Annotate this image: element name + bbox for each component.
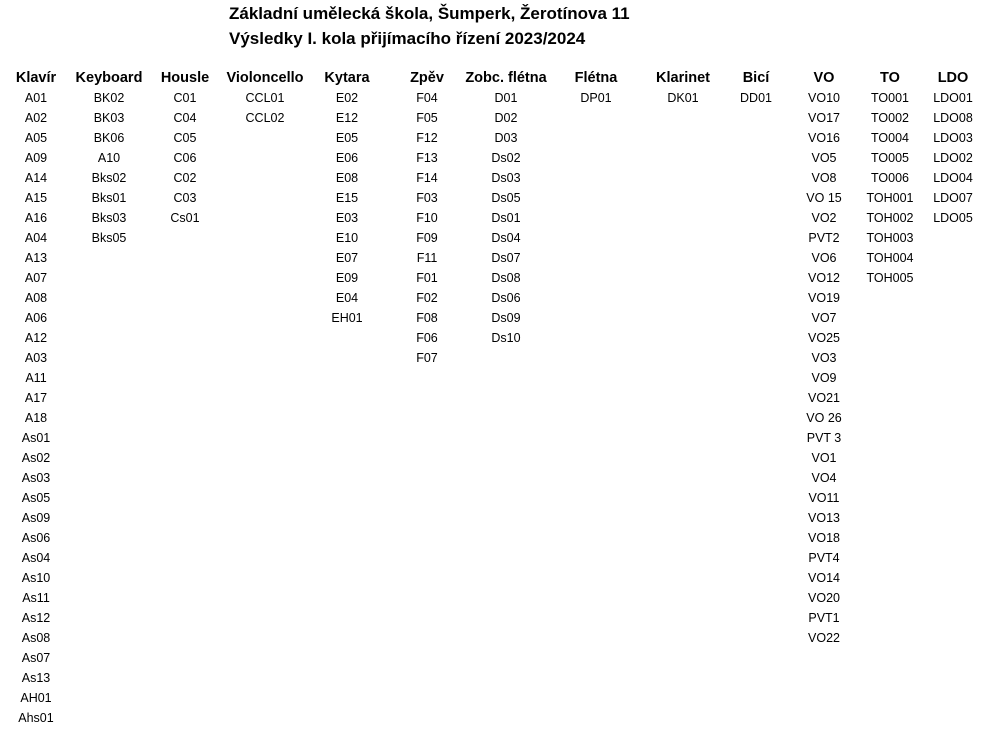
applicant-code: VO6 <box>811 251 837 265</box>
applicant-code: VO12 <box>808 271 840 285</box>
column-header: Flétna <box>574 70 618 86</box>
applicant-code: VO8 <box>811 171 837 185</box>
applicant-code: As04 <box>21 551 51 565</box>
code-list <box>161 88 209 228</box>
applicant-code: VO14 <box>808 571 840 585</box>
applicant-code: F06 <box>416 331 438 345</box>
applicant-code: VO21 <box>808 391 840 405</box>
applicant-code: PVT4 <box>808 551 840 565</box>
column-housle <box>161 68 209 228</box>
applicant-code: VO1 <box>811 451 837 465</box>
code-list <box>410 88 444 368</box>
applicant-code: Ds10 <box>491 331 521 345</box>
applicant-code: LDO05 <box>933 211 973 225</box>
column-violoncello <box>226 68 303 128</box>
results-table <box>0 68 999 739</box>
applicant-code: Cs01 <box>170 211 200 225</box>
applicant-code: F01 <box>416 271 438 285</box>
applicant-code: A04 <box>24 231 48 245</box>
applicant-code: D01 <box>494 91 518 105</box>
applicant-code: F05 <box>416 111 438 125</box>
applicant-code: A11 <box>25 371 47 385</box>
applicant-code: C04 <box>173 111 197 125</box>
applicant-code: A14 <box>24 171 48 185</box>
applicant-code: PVT 3 <box>806 431 842 445</box>
applicant-code: C03 <box>173 191 197 205</box>
applicant-code: PVT1 <box>808 611 840 625</box>
applicant-code: F07 <box>416 351 438 365</box>
applicant-code: LDO01 <box>933 91 973 105</box>
code-list <box>16 88 56 728</box>
applicant-code: F08 <box>416 311 438 325</box>
applicant-code: As03 <box>21 471 51 485</box>
column-kytara <box>324 68 369 328</box>
applicant-code: A06 <box>24 311 48 325</box>
applicant-code: A10 <box>97 151 121 165</box>
applicant-code: VO2 <box>811 211 837 225</box>
applicant-code: TOH002 <box>866 211 914 225</box>
applicant-code: LDO07 <box>933 191 973 205</box>
applicant-code: LDO08 <box>933 111 973 125</box>
code-list <box>806 88 841 648</box>
applicant-code: Ds07 <box>491 251 521 265</box>
applicant-code: As10 <box>21 571 51 585</box>
column-zpev <box>410 68 444 368</box>
code-list <box>324 88 369 328</box>
applicant-code: D02 <box>494 111 518 125</box>
applicant-code: BK06 <box>93 131 125 145</box>
column-header: Keyboard <box>75 70 143 86</box>
applicant-code: Bks03 <box>91 211 127 225</box>
applicant-code: VO25 <box>808 331 840 345</box>
column-header: Klavír <box>15 70 57 86</box>
applicant-code: Ds03 <box>491 171 521 185</box>
applicant-code: VO10 <box>808 91 840 105</box>
applicant-code: F04 <box>416 91 438 105</box>
applicant-code: A02 <box>24 111 48 125</box>
code-list <box>656 88 710 108</box>
applicant-code: C05 <box>173 131 197 145</box>
column-to <box>866 68 913 288</box>
applicant-code: TOH001 <box>866 191 914 205</box>
applicant-code: As05 <box>21 491 51 505</box>
applicant-code: VO4 <box>811 471 837 485</box>
applicant-code: A05 <box>24 131 48 145</box>
applicant-code: A17 <box>24 391 48 405</box>
applicant-code: VO9 <box>811 371 837 385</box>
applicant-code: F03 <box>416 191 438 205</box>
applicant-code: BK02 <box>93 91 125 105</box>
applicant-code: Ahs01 <box>18 711 54 725</box>
applicant-code: TOH005 <box>866 271 914 285</box>
applicant-code: As13 <box>21 671 51 685</box>
column-header: Bicí <box>742 70 770 86</box>
applicant-code: LDO02 <box>933 151 973 165</box>
column-fletna <box>575 68 618 108</box>
applicant-code: F13 <box>416 151 438 165</box>
applicant-code: F12 <box>416 131 438 145</box>
applicant-code: TOH004 <box>866 251 914 265</box>
applicant-code: E15 <box>335 191 359 205</box>
column-header: Kytara <box>324 70 370 86</box>
code-list <box>866 88 913 288</box>
applicant-code: As12 <box>21 611 51 625</box>
applicant-code: Bks01 <box>91 191 127 205</box>
column-bici <box>740 68 772 108</box>
column-keyboard <box>76 68 143 248</box>
applicant-code: Ds05 <box>491 191 521 205</box>
applicant-code: A18 <box>24 411 48 425</box>
applicant-code: A16 <box>24 211 48 225</box>
applicant-code: E05 <box>335 131 359 145</box>
applicant-code: A03 <box>24 351 48 365</box>
applicant-code: As06 <box>21 531 51 545</box>
applicant-code: VO20 <box>808 591 840 605</box>
applicant-code: Bks05 <box>91 231 127 245</box>
applicant-code: Ds02 <box>491 151 521 165</box>
applicant-code: A09 <box>24 151 48 165</box>
applicant-code: E09 <box>335 271 359 285</box>
applicant-code: F09 <box>416 231 438 245</box>
applicant-code: TO005 <box>870 151 909 165</box>
applicant-code: A15 <box>24 191 48 205</box>
applicant-code: As11 <box>22 591 50 605</box>
column-header: LDO <box>937 70 969 86</box>
applicant-code: E06 <box>335 151 359 165</box>
applicant-code: VO17 <box>808 111 840 125</box>
applicant-code: Ds04 <box>491 231 521 245</box>
applicant-code: F02 <box>416 291 438 305</box>
applicant-code: CCL02 <box>245 111 285 125</box>
applicant-code: E10 <box>335 231 359 245</box>
applicant-code: As02 <box>21 451 51 465</box>
column-header: Zobc. flétna <box>465 70 547 86</box>
applicant-code: As07 <box>21 651 51 665</box>
applicant-code: AH01 <box>20 691 52 705</box>
applicant-code: DK01 <box>667 91 699 105</box>
applicant-code: Ds08 <box>491 271 521 285</box>
applicant-code: F11 <box>416 251 438 265</box>
applicant-code: E04 <box>335 291 359 305</box>
applicant-code: A08 <box>24 291 48 305</box>
applicant-code: Ds01 <box>491 211 521 225</box>
column-ldo <box>933 68 973 228</box>
applicant-code: E02 <box>335 91 359 105</box>
applicant-code: C01 <box>173 91 197 105</box>
applicant-code: CCL01 <box>245 91 285 105</box>
applicant-code: DP01 <box>580 91 612 105</box>
applicant-code: E12 <box>335 111 359 125</box>
applicant-code: VO13 <box>808 511 840 525</box>
applicant-code: Ds06 <box>491 291 521 305</box>
applicant-code: VO7 <box>811 311 837 325</box>
applicant-code: TO002 <box>870 111 909 125</box>
applicant-code: VO 15 <box>806 191 842 205</box>
code-list <box>226 88 303 128</box>
applicant-code: VO16 <box>808 131 840 145</box>
applicant-code: Bks02 <box>91 171 127 185</box>
code-list <box>740 88 772 108</box>
applicant-code: VO18 <box>808 531 840 545</box>
applicant-code: EH01 <box>331 311 363 325</box>
column-zobc-fletna <box>465 68 546 348</box>
applicant-code: As08 <box>21 631 51 645</box>
results-heading: Výsledky I. kola přijímacího řízení 2023/2024 <box>229 29 586 48</box>
applicant-code: TOH003 <box>866 231 914 245</box>
column-klarinet <box>656 68 710 108</box>
column-klavir <box>16 68 56 728</box>
applicant-code: E07 <box>335 251 359 265</box>
code-list <box>465 88 546 348</box>
code-list <box>575 88 618 108</box>
applicant-code: C06 <box>173 151 197 165</box>
applicant-code: E03 <box>335 211 359 225</box>
applicant-code: D03 <box>494 131 518 145</box>
applicant-code: VO22 <box>808 631 840 645</box>
school-name: Základní umělecká škola, Šumperk, Žerotínova 11 <box>229 4 630 23</box>
column-header: Klarinet <box>656 70 710 86</box>
applicant-code: A13 <box>24 251 48 265</box>
applicant-code: TO006 <box>870 171 909 185</box>
code-list <box>933 88 973 228</box>
column-header: VO <box>813 70 835 86</box>
document-title <box>229 1 630 51</box>
applicant-code: As01 <box>21 431 51 445</box>
applicant-code: A07 <box>24 271 48 285</box>
applicant-code: VO3 <box>811 351 837 365</box>
applicant-code: F14 <box>416 171 438 185</box>
applicant-code: VO5 <box>811 151 837 165</box>
column-header: Violoncello <box>226 70 304 86</box>
applicant-code: As09 <box>21 511 51 525</box>
applicant-code: BK03 <box>93 111 125 125</box>
applicant-code: Ds09 <box>491 311 521 325</box>
applicant-code: C02 <box>173 171 197 185</box>
applicant-code: VO 26 <box>806 411 842 425</box>
column-header: TO <box>880 70 900 86</box>
applicant-code: LDO03 <box>933 131 973 145</box>
applicant-code: A12 <box>24 331 48 345</box>
applicant-code: E08 <box>335 171 359 185</box>
code-list <box>76 88 143 248</box>
applicant-code: TO001 <box>870 91 909 105</box>
column-vo <box>806 68 841 648</box>
applicant-code: F10 <box>416 211 438 225</box>
applicant-code: PVT2 <box>808 231 840 245</box>
applicant-code: DD01 <box>740 91 772 105</box>
column-header: Housle <box>160 70 210 86</box>
applicant-code: TO004 <box>870 131 909 145</box>
applicant-code: VO11 <box>808 491 840 505</box>
column-header: Zpěv <box>410 70 444 86</box>
applicant-code: A01 <box>24 91 48 105</box>
applicant-code: VO19 <box>808 291 840 305</box>
applicant-code: LDO04 <box>933 171 973 185</box>
